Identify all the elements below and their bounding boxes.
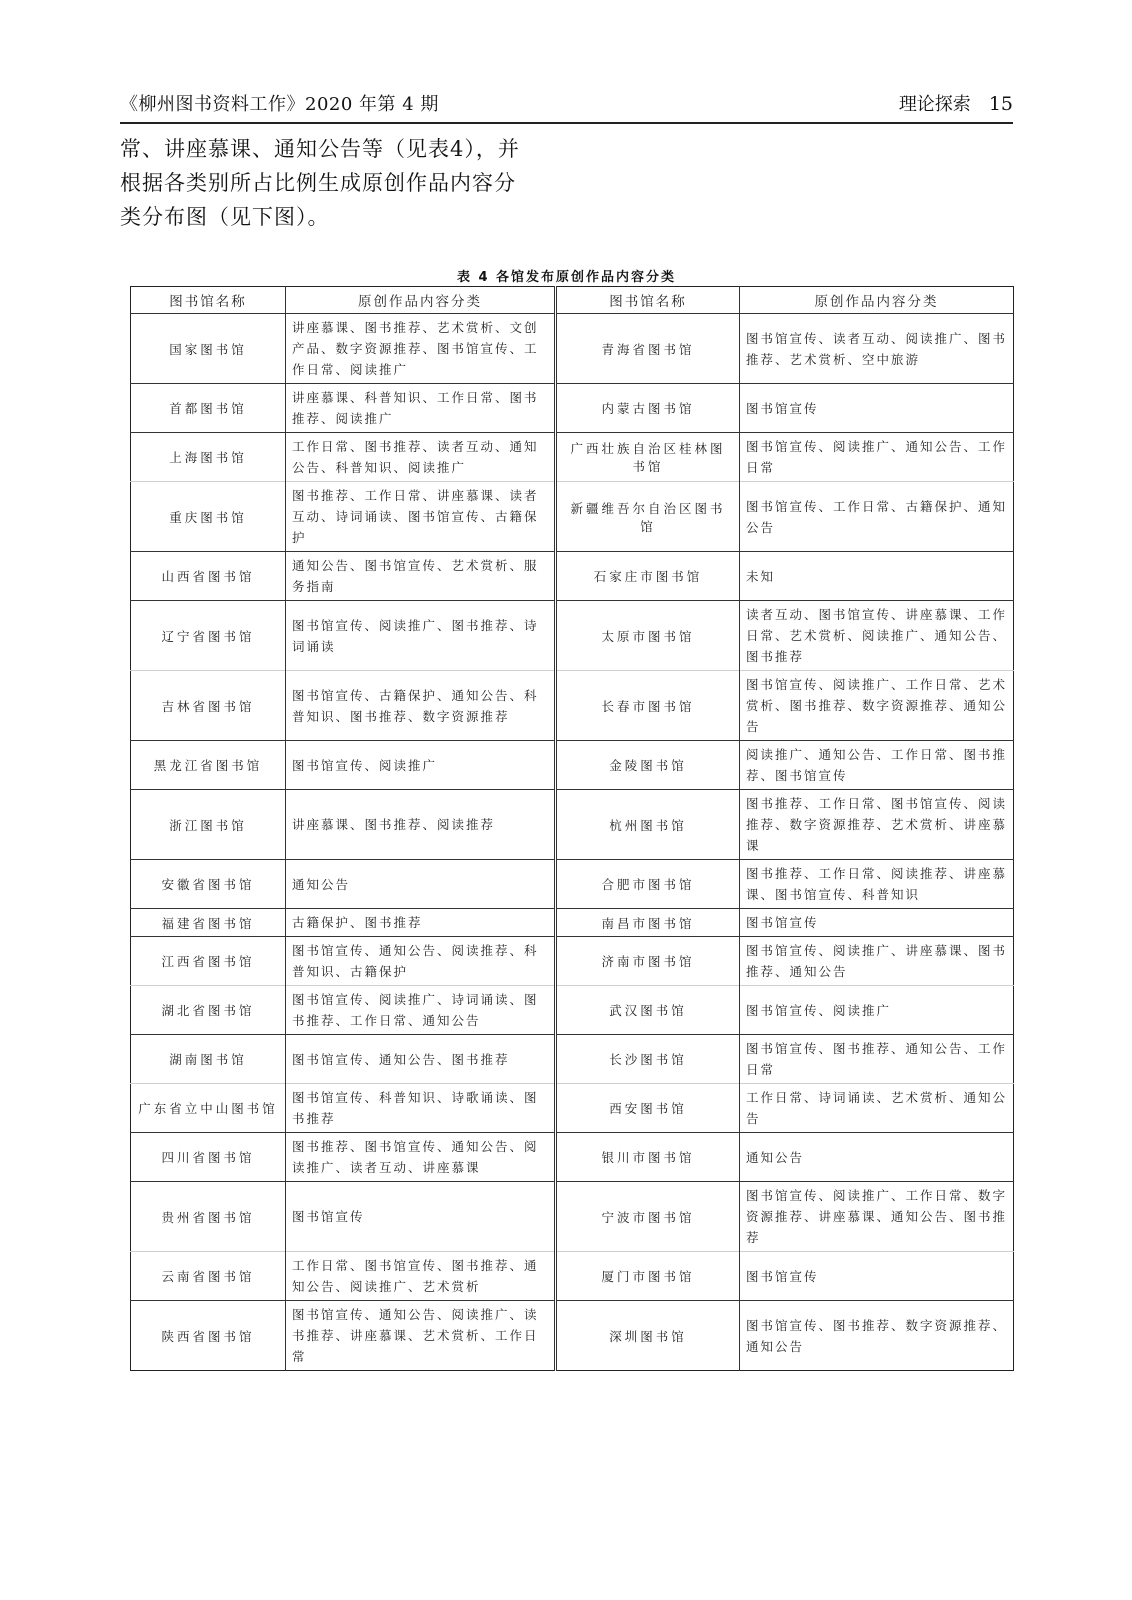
right-content-categories: 图书馆宣传 [740, 384, 1014, 433]
right-content-categories: 阅读推广、通知公告、工作日常、图书推荐、图书馆宣传 [740, 741, 1014, 790]
left-library-name: 四川省图书馆 [131, 1133, 286, 1182]
left-library-name: 山西省图书馆 [131, 552, 286, 601]
right-library-name: 厦门市图书馆 [556, 1252, 740, 1301]
left-library-name: 上海图书馆 [131, 433, 286, 482]
right-content-categories: 图书推荐、工作日常、阅读推荐、讲座慕课、图书馆宣传、科普知识 [740, 860, 1014, 909]
right-content-categories: 图书馆宣传、读者互动、阅读推广、图书推荐、艺术赏析、空中旅游 [746, 330, 1008, 367]
right-library-name: 银川市图书馆 [556, 1133, 740, 1182]
left-content-categories: 图书馆宣传、古籍保护、通知公告、科普知识、图书推荐、数字资源推荐 [286, 671, 556, 741]
left-content-categories: 讲座慕课、图书推荐、阅读推荐 [286, 790, 556, 860]
right-content-categories: 图书馆宣传、工作日常、古籍保护、通知公告 [740, 482, 1014, 552]
table-row [131, 937, 1014, 986]
running-header [120, 86, 1013, 124]
right-library-name: 金陵图书馆 [556, 741, 740, 790]
right-content-categories: 读者互动、图书馆宣传、讲座慕课、工作日常、艺术赏析、阅读推广、通知公告、图书推荐 [740, 601, 1014, 671]
table-row [131, 384, 1014, 433]
table-caption: 表 4 各馆发布原创作品内容分类 [456, 270, 677, 285]
table-body [131, 314, 1014, 1371]
left-library-name: 广东省立中山图书馆 [131, 1084, 286, 1133]
table-row [131, 601, 1014, 671]
table-row [131, 552, 1014, 601]
right-library-name: 合肥市图书馆 [556, 860, 740, 909]
header-library-name-left: 图书馆名称 [131, 287, 286, 314]
right-library-name: 长春市图书馆 [556, 671, 740, 741]
left-library-name: 湖北省图书馆 [131, 986, 286, 1035]
right-content-categories: 图书馆宣传、图书推荐、数字资源推荐、通知公告 [740, 1301, 1014, 1371]
left-library-name: 云南省图书馆 [131, 1252, 286, 1301]
left-content-categories: 图书馆宣传、通知公告、图书推荐 [286, 1035, 556, 1084]
right-library-name: 宁波市图书馆 [556, 1182, 740, 1252]
left-content-categories: 图书馆宣传、阅读推广 [286, 741, 556, 790]
right-library-name: 石家庄市图书馆 [556, 552, 740, 601]
table-row [131, 482, 1014, 552]
table-row [131, 1252, 1014, 1301]
table-row [131, 1035, 1014, 1084]
header-category-left: 原创作品内容分类 [286, 287, 556, 314]
header-library-name-right: 图书馆名称 [556, 287, 740, 314]
left-library-name: 贵州省图书馆 [131, 1182, 286, 1252]
right-content-categories: 图书馆宣传、阅读推广、工作日常、艺术赏析、图书推荐、数字资源推荐、通知公告 [740, 671, 1014, 741]
table-header-row [131, 287, 1014, 314]
right-library-name: 广西壮族自治区桂林图书馆 [556, 433, 740, 482]
right-library-name: 内蒙古图书馆 [556, 384, 740, 433]
left-library-name: 湖南图书馆 [131, 1035, 286, 1084]
right-content-categories: 图书馆宣传、阅读推广、工作日常、数字资源推荐、讲座慕课、通知公告、图书推荐 [740, 1182, 1014, 1252]
intro-line: 根据各类别所占比例生成原创作品内容分 [120, 171, 516, 195]
left-library-name: 浙江图书馆 [131, 790, 286, 860]
journal-title: 《柳州图书资料工作》2020 年第 4 期 [120, 94, 439, 115]
right-library-name: 武汉图书馆 [556, 986, 740, 1035]
right-content-categories: 图书馆宣传、阅读推广、通知公告、工作日常 [740, 433, 1014, 482]
intro-line: 常、讲座慕课、通知公告等（见表4），并 [120, 137, 520, 161]
right-library-name: 南昌市图书馆 [556, 909, 740, 937]
right-library-name: 青海省图书馆 [556, 314, 740, 384]
table-row [131, 790, 1014, 860]
left-content-categories: 通知公告 [286, 860, 556, 909]
header-category-right: 原创作品内容分类 [740, 287, 1014, 314]
right-library-name: 太原市图书馆 [556, 601, 740, 671]
right-content-categories: 图书馆宣传、图书推荐、通知公告、工作日常 [740, 1035, 1014, 1084]
table-row [131, 741, 1014, 790]
left-content-categories: 讲座慕课、科普知识、工作日常、图书推荐、阅读推广 [286, 384, 556, 433]
right-content-categories: 图书馆宣传、阅读推广 [740, 986, 1014, 1035]
left-content-categories: 通知公告、图书馆宣传、艺术赏析、服务指南 [286, 552, 556, 601]
page-number: 15 [988, 93, 1013, 115]
left-content-categories: 图书馆宣传、通知公告、阅读推荐、科普知识、古籍保护 [286, 937, 556, 986]
table-row [131, 1182, 1014, 1252]
table-row [131, 860, 1014, 909]
left-content-categories: 图书推荐、工作日常、讲座慕课、读者互动、诗词诵读、图书馆宣传、古籍保护 [286, 482, 556, 552]
left-library-name: 江西省图书馆 [131, 937, 286, 986]
right-content-categories: 通知公告 [740, 1133, 1014, 1182]
left-content-categories: 图书馆宣传、通知公告、阅读推广、读书推荐、讲座慕课、艺术赏析、工作日常 [286, 1301, 556, 1371]
left-content-categories: 讲座慕课、图书推荐、艺术赏析、文创产品、数字资源推荐、图书馆宣传、工作日常、阅读推广 [286, 314, 556, 384]
left-library-name: 陕西省图书馆 [131, 1301, 286, 1371]
right-content-categories: 未知 [740, 552, 1014, 601]
table-row [131, 433, 1014, 482]
table-row [131, 986, 1014, 1035]
header-right [899, 90, 1013, 116]
right-content-categories: 图书推荐、工作日常、图书馆宣传、阅读推荐、数字资源推荐、艺术赏析、讲座慕课 [740, 790, 1014, 860]
table-row [131, 1133, 1014, 1182]
right-content-categories: 图书馆宣传 [740, 1252, 1014, 1301]
right-library-name: 长沙图书馆 [556, 1035, 740, 1084]
left-content-categories: 图书馆宣传 [286, 1182, 556, 1252]
left-content-categories: 工作日常、图书馆宣传、图书推荐、通知公告、阅读推广、艺术赏析 [286, 1252, 556, 1301]
right-library-name: 杭州图书馆 [556, 790, 740, 860]
right-library-name: 深圳图书馆 [556, 1301, 740, 1371]
section-name: 理论探索 [898, 94, 971, 115]
library-content-table [130, 286, 1014, 1371]
table-row [131, 909, 1014, 937]
table-row [131, 671, 1014, 741]
left-library-name: 福建省图书馆 [131, 909, 286, 937]
left-library-name: 首都图书馆 [131, 384, 286, 433]
right-library-name: 济南市图书馆 [556, 937, 740, 986]
right-library-name: 西安图书馆 [556, 1084, 740, 1133]
left-content-categories: 图书馆宣传、阅读推广、图书推荐、诗词诵读 [286, 601, 556, 671]
left-library-name: 安徽省图书馆 [131, 860, 286, 909]
left-library-name: 吉林省图书馆 [131, 671, 286, 741]
right-content-categories: 图书馆宣传、阅读推广、讲座慕课、图书推荐、通知公告 [740, 937, 1014, 986]
left-content-categories: 古籍保护、图书推荐 [286, 909, 556, 937]
table-row [131, 1301, 1014, 1371]
right-content-categories: 图书馆宣传 [740, 909, 1014, 937]
left-content-categories: 图书馆宣传、科普知识、诗歌诵读、图书推荐 [286, 1084, 556, 1133]
right-content-categories: 工作日常、诗词诵读、艺术赏析、通知公告 [740, 1084, 1014, 1133]
right-library-name: 新疆维吾尔自治区图书馆 [556, 482, 740, 552]
left-content-categories: 工作日常、图书推荐、读者互动、通知公告、科普知识、阅读推广 [286, 433, 556, 482]
left-content-categories: 图书推荐、图书馆宣传、通知公告、阅读推广、读者互动、讲座慕课 [286, 1133, 556, 1182]
intro-paragraph [120, 132, 560, 234]
left-content-categories: 图书馆宣传、阅读推广、诗词诵读、图书推荐、工作日常、通知公告 [286, 986, 556, 1035]
left-library-name: 辽宁省图书馆 [131, 601, 286, 671]
left-library-name: 国家图书馆 [131, 314, 286, 384]
left-library-name: 黑龙江省图书馆 [131, 741, 286, 790]
table-row [131, 1084, 1014, 1133]
left-library-name: 重庆图书馆 [131, 482, 286, 552]
table-row [131, 314, 1014, 384]
intro-line: 类分布图（见下图）。 [120, 205, 330, 229]
